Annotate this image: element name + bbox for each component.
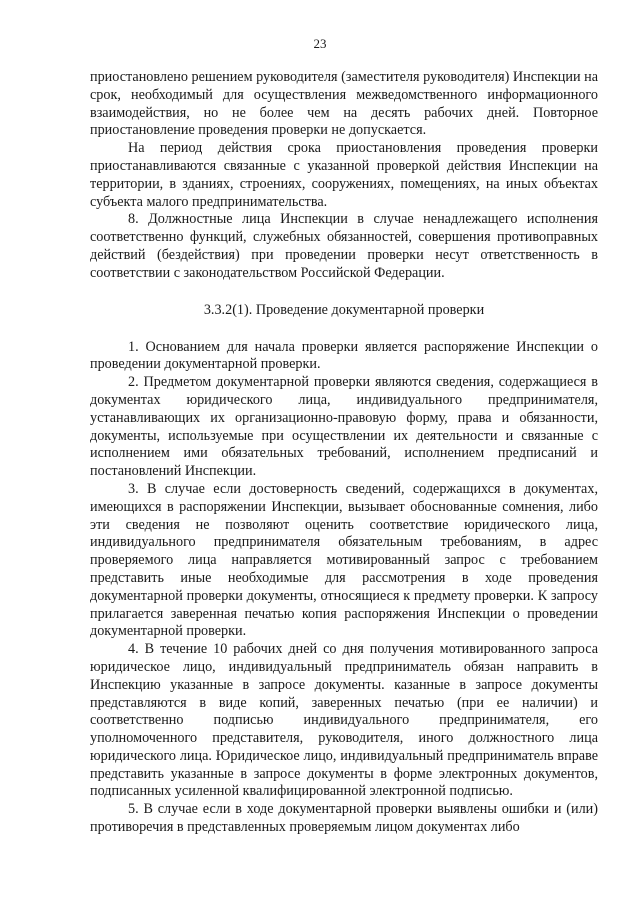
paragraph-item-3: 3. В случае если достоверность сведений, содержащихся в документах, имеющихся в распоряжении Инспекции, вызывает обоснованные сомнения, либо эти сведения не позволяют оценить соответствие юридического лица, индивидуального предпринимателя обязательным требованиям, в адрес проверяемого лица направляется мотивированный запрос с требованием представить иные необходимые для рассмотрения в ходе проведения документарной проверки документы, относящиеся к предмету проверки. К запросу прилагается заверенная печатью копия распоряжения Инспекции о проведении документарной проверки.	[90, 480, 598, 640]
paragraph-suspension-period: На период действия срока приостановления проведения проверки приостанавливаются связанные с указанной проверкой действия Инспекции на территории, в зданиях, строениях, сооружениях, помещениях, на иных объектах субъекта малого предпринимательства.	[90, 140, 598, 210]
paragraph-item-8: 8. Должностные лица Инспекции в случае ненадлежащего исполнения соответственно функций, служебных обязанностей, совершения противоправных действий (бездействия) при проведении проверки несут ответственность в соответствии с законодательством Российской Федерации.	[90, 211, 598, 281]
paragraph-item-5: 5. В случае если в ходе документарной проверки выявлены ошибки и (или) противоречия в представленных проверяемым лицом документах либо	[90, 801, 598, 836]
page-number: 23	[313, 36, 327, 51]
paragraph-item-2: 2. Предметом документарной проверки являются сведения, содержащиеся в документах юридического лица, индивидуального предпринимателя, устанавливающих их организационно-правовую форму, права и обязанности, документы, используемые при осуществлении их деятельности и связанные с исполнением ими обязательных требований, исполнением предписаний и постановлений Инспекции.	[90, 374, 598, 480]
document-body	[90, 69, 598, 837]
paragraph-item-4: 4. В течение 10 рабочих дней со дня получения мотивированного запроса юридическое лицо, индивидуальный предприниматель обязан направить в Инспекцию указанные в запросе документы. казанные в запросе документы представляются в виде копий, заверенных печатью (при ее наличии) и соответственно подписью индивидуального предпринимателя, его уполномоченного представителя, руководителя, иного должностного лица юридического лица. Юридическое лицо, индивидуальный предприниматель вправе представить указанные в запросе документы в форме электронных документов, подписанных усиленной квалифицированной электронной подписью.	[90, 641, 598, 800]
paragraph-item-1: 1. Основанием для начала проверки является распоряжение Инспекции о проведении документарной проверки.	[90, 338, 598, 373]
paragraph-continuation: приостановлено решением руководителя (заместителя руководителя) Инспекции на срок, необходимый для осуществления межведомственного информационного взаимодействия, но не более чем на десять рабочих дней. Повторное приостановление проведения проверки не допускается.	[90, 69, 598, 139]
section-heading: 3.3.2(1). Проведение документарной проверки	[203, 301, 485, 318]
